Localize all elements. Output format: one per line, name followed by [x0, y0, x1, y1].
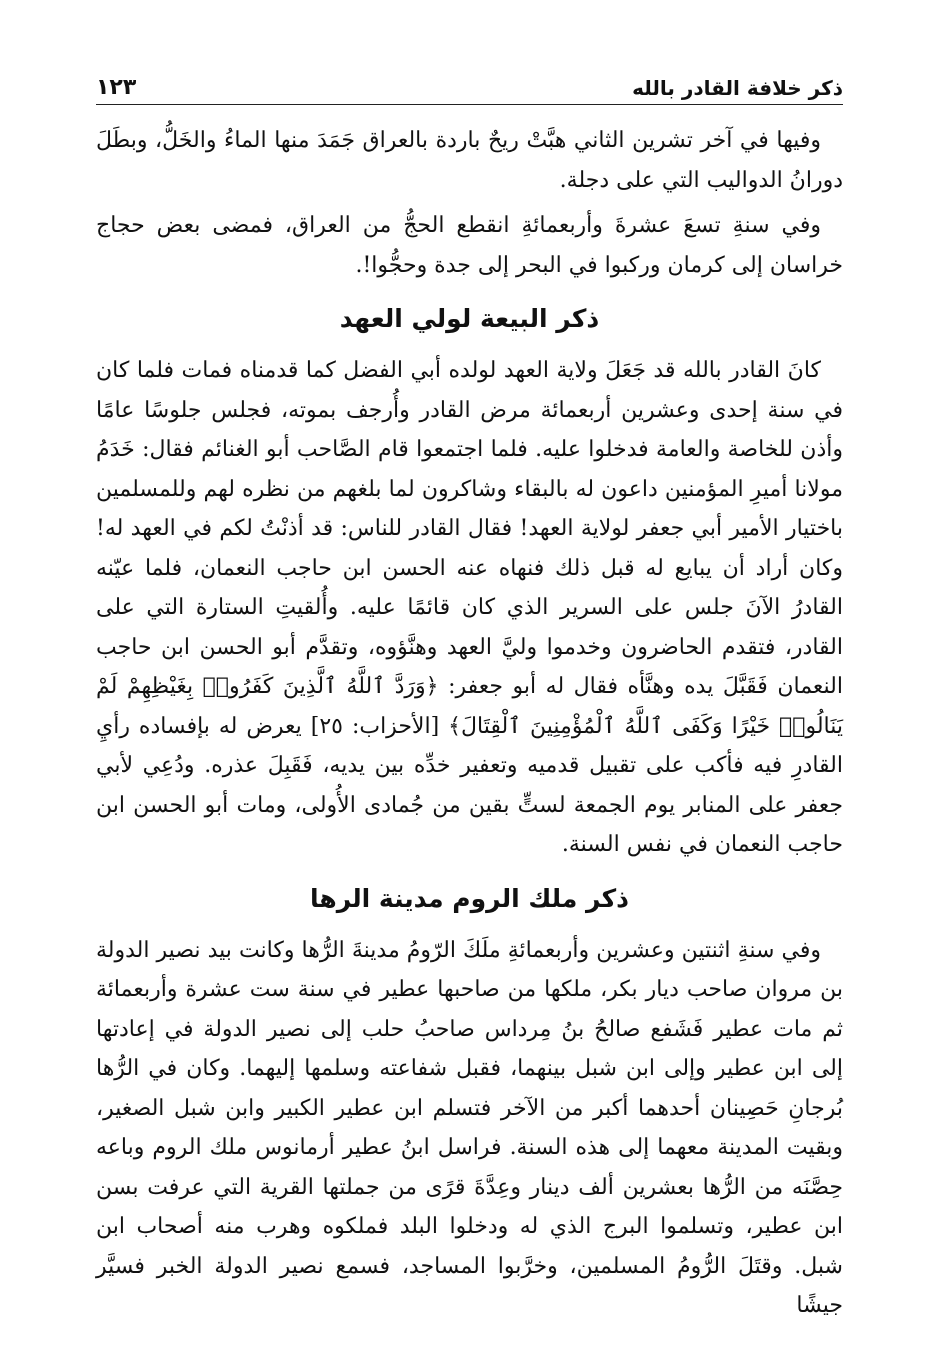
paragraph: وفي سنةِ اثنتين وعشرين وأربعمائةِ ملَكَ الرّومُ مدينةَ الرُّها وكانت بيد نصير الدولة بن مروان صاحب ديار بكر، ملكها من صاحبها عطير في سنة ست عشرة وأربعمائة ثم مات عطير فَشَفع صالحُ بنُ مِرداس صاحبُ حلب إلى نصير الدولة في إعادتها إلى ابن عطير وإلى ابن شبل بينهما، فقبل شفاعته وسلمها إليهما. وكان في الرُّها بُرجانِ حَصِينان أحدهما أكبر من الآخر فتسلم ابن عطير الكبير وابن شبل الصغير، وبقيت المدينة معهما إلى هذه السنة. فراسل ابنُ عطير أرمانوس ملك الروم وباعه حِصَّنَه من الرُّها بعشرين ألف دينار وعِدَّةَ قرًى من جملتها القرية التي عرفت بسن ابن عطير، وتسلموا البرج الذي له ودخلوا البلد فملكوه وهرب منه أصحاب ابن شبل. وقتَلَ الرُّومُ المسلمين، وخرَّبوا المساجد، فسمع نصير الدولة الخبر فسيَّر جيشًا — [96, 937, 843, 1318]
paragraph: وفي سنةِ تسعَ عشرةَ وأربعمائةِ انقطع الحجُّ من العراق، فمضى بعض حجاج خراسان إلى كرمان وركبوا في البحر إلى جدة وحجُّوا!. — [96, 213, 843, 278]
book-page — [96, 62, 843, 1346]
running-header — [96, 62, 843, 105]
paragraph: كانَ القادر بالله قد جَعَلَ ولاية العهد لولده أبي الفضل كما قدمناه فمات فلما كان في سنة إحدى وعشرين أربعمائة مرض القادر وأُرجف بموته، فجلس جلوسًا عامًا وأذن للخاصة والعامة فدخلوا عليه. فلما اجتمعوا قام الصَّاحب أبو الغنائم فقال: خَدَمُ مولانا أميرِ المؤمنين داعون له بالبقاء وشاكرون لما بلغهم من نظره لهم وللمسلمين باختيار الأمير أبي جعفر لولاية العهد! فقال القادر للناس: قد أذنْتُ لكم في العهد له! وكان أراد أن يبايع له قبل ذلك فنهاه عنه الحسن ابن حاجب النعمان، فلما عيّنه القادرُ الآنَ جلس على السرير الذي كان قائمًا عليه. وأُلقيتِ الستارة التي على القادر، فتقدم الحاضرون وخدموا وليَّ العهد وهنَّؤوه، وتقدَّم أبو الحسن ابن حاجب النعمان فَقَبَّلَ يده وهنَّأه فقال له أبو جعفر: ﴿وَرَدَّ ٱللَّهُ ٱلَّذِينَ كَفَرُوا۟ بِغَيْظِهِمْ لَمْ يَنَالُوا۟ خَيْرًا وَكَفَى ٱللَّهُ ٱلْمُؤْمِنِينَ ٱلْقِتَالَ﴾ [الأحزاب: ٢٥] يعرض له بإفساده رأيِ القادرِ فيه فأكب على تقبيل قدميه وتعفير خدِّه بين يديه، فَقَبِلَ عذره. ودُعِي لأبي جعفر على المنابر يوم الجمعة لستٍّ بقين من جُمادى الأُولى، ومات أبو الحسن ابن حاجب النعمان في نفس السنة. — [96, 358, 843, 857]
section-heading: ذكر ملك الروم مدينة الرها — [310, 883, 629, 913]
header-title: ذكر خلافة القادر بالله — [632, 76, 843, 100]
page-number: ١٢٣ — [96, 75, 137, 100]
page-body — [96, 121, 843, 1326]
section-heading: ذكر البيعة لولي العهد — [339, 304, 600, 333]
paragraph: وفيها في آخر تشرين الثاني هبَّتْ ريحٌ باردة بالعراق جَمَدَ منها الماءُ والخَلُّ، وبطَلَ دورانُ الدواليب التي على دجلة. — [96, 128, 843, 193]
